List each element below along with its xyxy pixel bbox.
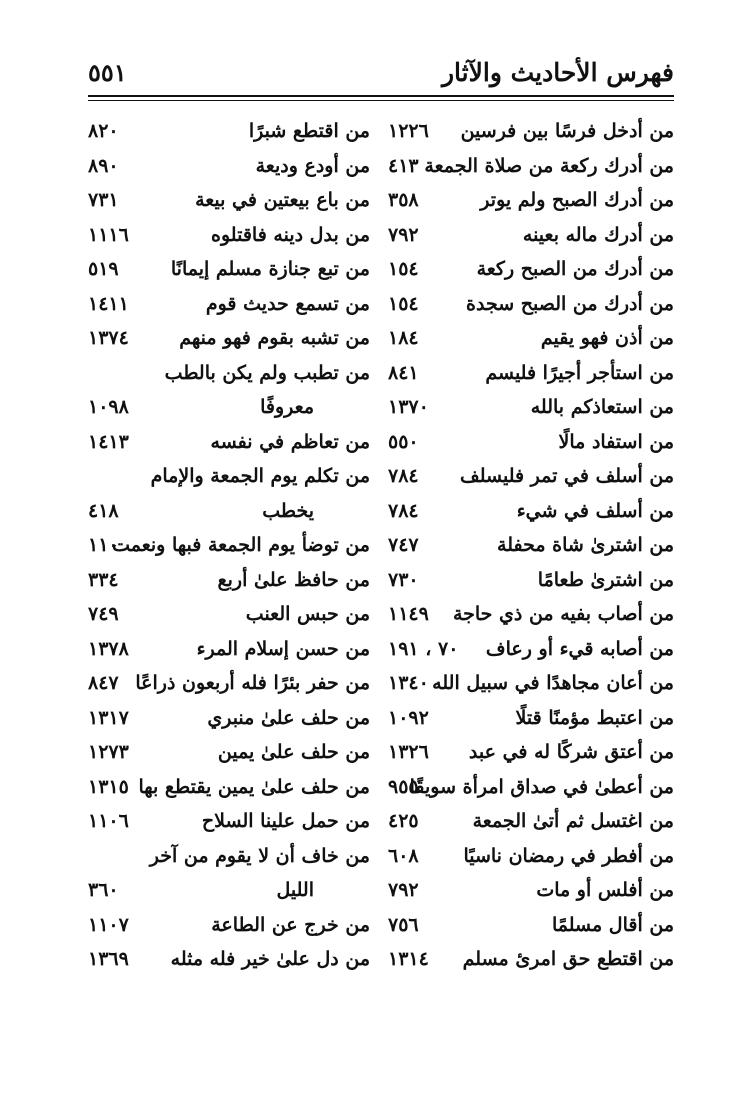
index-entry <box>88 563 370 598</box>
hadith-page-number: ١٤١١ <box>88 292 129 315</box>
index-entry <box>388 597 674 632</box>
index-entry <box>388 701 674 736</box>
hadith-page-number: ١٥٤ <box>388 292 419 315</box>
hadith-page-number: ١٣٢٦ <box>388 741 429 763</box>
hadith-text: من أدرك الصبح ولم يوتر <box>480 189 674 211</box>
header-rule-thick <box>88 95 674 97</box>
index-entry <box>88 735 370 770</box>
hadith-page-number: ٣٦٠ <box>88 879 119 901</box>
index-entry <box>88 666 370 701</box>
hadith-page-number: ١٠٩٢ <box>388 706 429 729</box>
hadith-text: من حمل علينا السلاح <box>201 810 370 832</box>
index-entry <box>88 770 370 805</box>
hadith-text: من حبس العنب <box>245 603 370 625</box>
index-entry <box>88 528 370 563</box>
index-entry <box>88 597 370 632</box>
hadith-page-number: ٤١٨ <box>88 499 119 522</box>
index-entry <box>88 356 370 391</box>
hadith-text: من أدرك ركعة من صلاة الجمعة <box>424 154 674 177</box>
index-entry <box>388 321 674 356</box>
hadith-text: من بدل دينه فاقتلوه <box>211 223 370 246</box>
hadith-page-number: ١٣١٧ <box>88 706 129 729</box>
hadith-text: من اعتبط مؤمنًا قتلًا <box>515 706 674 729</box>
hadith-page-number: ١٣٤٠ <box>388 672 429 694</box>
hadith-text: من أصابه قيء أو رعاف <box>485 637 674 660</box>
page-header <box>88 58 674 90</box>
hadith-page-number: ١٣١٤ <box>388 948 429 970</box>
index-entry <box>88 908 370 943</box>
hadith-text: من خرج عن الطاعة <box>211 913 370 936</box>
hadith-page-number: ١١٠٦ <box>88 810 129 832</box>
index-entry <box>88 218 370 253</box>
hadith-page-number: ١٣٦٩ <box>88 948 129 970</box>
hadith-page-number: ١٨٤ <box>388 327 419 349</box>
index-entry <box>388 183 674 218</box>
hadith-page-number: ٧٩٢ <box>388 879 419 901</box>
hadith-text: من أدرك من الصبح ركعة <box>476 258 674 280</box>
hadith-page-number: ٧٠ ، ١٩١ <box>388 637 459 660</box>
index-entry <box>88 252 370 287</box>
hadith-text: معروفًا <box>260 396 314 418</box>
hadith-text: من أسلف في تمر فليسلف <box>460 465 674 487</box>
hadith-page-number: ٦٠٨ <box>388 844 419 867</box>
index-entry <box>388 494 674 529</box>
hadith-page-number: ٤١٣ <box>388 154 419 177</box>
hadith-text: من توضأ يوم الجمعة فبها ونعمت <box>112 534 370 556</box>
hadith-text: من اشترىٰ طعامًا <box>537 568 674 591</box>
index-entry <box>388 632 674 667</box>
hadith-page-number: ١٣٧٨ <box>88 637 129 660</box>
index-entry <box>388 356 674 391</box>
index-entry <box>388 563 674 598</box>
index-entry <box>88 321 370 356</box>
page-title: فهرس الأحاديث والآثار <box>441 58 674 87</box>
hadith-page-number: ١١٠ <box>88 534 119 556</box>
hadith-page-number: ١٤١٣ <box>88 430 129 453</box>
hadith-text: من أدرك ماله بعينه <box>522 223 674 246</box>
hadith-text: من أعان مجاهدًا في سبيل الله <box>432 672 674 694</box>
index-entry <box>388 770 674 805</box>
hadith-text: من أعتق شركًا له في عبد <box>468 741 674 763</box>
header-rule-thin <box>88 100 674 101</box>
hadith-text: من أسلف في شيء <box>516 499 674 522</box>
hadith-page-number: ١٢٧٣ <box>88 741 129 763</box>
hadith-page-number: ٨٩٠ <box>88 154 119 177</box>
hadith-page-number: ٧٩٢ <box>388 223 419 246</box>
index-entry <box>88 701 370 736</box>
hadith-text: من تعاظم في نفسه <box>210 430 370 453</box>
hadith-text: من أدخل فرسًا بين فرسين <box>460 120 674 142</box>
index-entry <box>388 287 674 322</box>
hadith-page-number: ٧٣٠ <box>388 568 419 591</box>
hadith-page-number: ٧٥٦ <box>388 913 419 936</box>
index-entry <box>88 149 370 184</box>
index-entry <box>88 459 370 494</box>
hadith-text: من حافظ علىٰ أربع <box>217 568 370 591</box>
index-entry <box>388 114 674 149</box>
hadith-text: الليل <box>276 879 314 901</box>
index-entry <box>388 735 674 770</box>
hadith-page-number: ٧٣١ <box>88 189 119 211</box>
index-column-left <box>88 114 370 977</box>
hadith-page-number: ٨٤١ <box>388 361 419 384</box>
hadith-page-number: ٣٣٤ <box>88 568 119 591</box>
hadith-page-number: ١٣٧٠ <box>388 396 429 418</box>
hadith-text: من أصاب بفيه من ذي حاجة <box>452 603 674 625</box>
index-column-right <box>388 114 674 977</box>
hadith-text: من حلف علىٰ يمين يقتطع بها <box>138 775 370 798</box>
index-entry <box>388 425 674 460</box>
hadith-page-number: ٨٤٧ <box>88 672 119 694</box>
hadith-text: من حلف علىٰ يمين <box>217 741 370 763</box>
index-entry <box>88 287 370 322</box>
index-entry <box>388 873 674 908</box>
hadith-page-number: ٥٥٠ <box>388 430 419 453</box>
hadith-text: من تشبه بقوم فهو منهم <box>179 327 370 349</box>
hadith-page-number: ٣٥٨ <box>388 189 419 211</box>
index-entry <box>88 183 370 218</box>
hadith-text: من حلف علىٰ منبري <box>207 706 370 729</box>
hadith-text: يخطب <box>262 499 314 522</box>
hadith-page-number: ٩٥٥ <box>388 775 419 798</box>
index-entry <box>88 114 370 149</box>
hadith-text: من أذن فهو يقيم <box>540 327 674 349</box>
hadith-text: من اقتطع حق امرئ مسلم <box>462 948 674 970</box>
hadith-text: من استفاد مالًا <box>558 430 674 453</box>
index-entry <box>88 632 370 667</box>
hadith-text: من تسمع حديث قوم <box>205 292 370 315</box>
index-entry <box>388 908 674 943</box>
index-entry <box>388 390 674 425</box>
index-entry <box>388 839 674 874</box>
hadith-page-number: ٧٨٤ <box>388 499 419 522</box>
hadith-text: من أقال مسلمًا <box>551 913 674 936</box>
index-entry <box>88 873 370 908</box>
hadith-text: من أفلس أو مات <box>536 879 674 901</box>
index-entry <box>388 804 674 839</box>
hadith-page-number: ١١٠٧ <box>88 913 129 936</box>
index-entry <box>388 252 674 287</box>
index-entry <box>388 218 674 253</box>
hadith-text: من تطبب ولم يكن بالطب <box>164 361 370 384</box>
index-entry <box>88 804 370 839</box>
hadith-text: من حسن إسلام المرء <box>196 637 370 660</box>
hadith-text: من خاف أن لا يقوم من آخر <box>149 844 370 867</box>
hadith-page-number: ٤٢٥ <box>388 810 419 832</box>
index-entry <box>88 839 370 874</box>
index-entry <box>388 942 674 977</box>
index-entry <box>388 149 674 184</box>
hadith-text: من استأجر أجيرًا فليسم <box>485 361 674 384</box>
hadith-text: من باع بيعتين في بيعة <box>195 189 370 211</box>
hadith-text: من تبع جنازة مسلم إيمانًا <box>170 258 370 280</box>
hadith-page-number: ١٥٤ <box>388 258 419 280</box>
hadith-page-number: ١٣١٥ <box>88 775 129 798</box>
index-entry <box>88 942 370 977</box>
hadith-page-number: ٧٤٧ <box>388 534 419 556</box>
hadith-text: من أودع وديعة <box>255 154 370 177</box>
hadith-text: من اشترىٰ شاة محفلة <box>497 534 674 556</box>
hadith-text: من أدرك من الصبح سجدة <box>466 292 674 315</box>
index-entry <box>388 666 674 701</box>
hadith-page-number: ١٠٩٨ <box>88 396 129 418</box>
hadith-page-number: ١١١٦ <box>88 223 129 246</box>
hadith-text: من استعاذكم بالله <box>530 396 674 418</box>
hadith-text: من أفطر في رمضان ناسيًا <box>463 844 674 867</box>
index-entry <box>388 459 674 494</box>
hadith-text: من اقتطع شبرًا <box>248 120 370 142</box>
hadith-page-number: ١٢٢٦ <box>388 120 429 142</box>
index-entry <box>388 528 674 563</box>
hadith-text: من حفر بئرًا فله أربعون ذراعًا <box>135 672 370 694</box>
hadith-page-number: ٨٢٠ <box>88 120 119 142</box>
hadith-text: من تكلم يوم الجمعة والإمام <box>150 465 370 487</box>
hadith-page-number: ٧٤٩ <box>88 603 119 625</box>
hadith-text: من اغتسل ثم أتىٰ الجمعة <box>472 810 674 832</box>
index-entry <box>88 390 370 425</box>
index-entry <box>88 494 370 529</box>
index-entry <box>88 425 370 460</box>
hadith-text: من أعطىٰ في صداق امرأة سويقًا <box>409 775 674 798</box>
hadith-page-number: ٧٨٤ <box>388 465 419 487</box>
hadith-page-number: ١١٤٩ <box>388 603 429 625</box>
hadith-page-number: ٥١٩ <box>88 258 119 280</box>
hadith-text: من دل علىٰ خير فله مثله <box>170 948 370 970</box>
hadith-page-number: ١٣٧٤ <box>88 327 129 349</box>
page-number: ٥٥١ <box>88 58 127 87</box>
